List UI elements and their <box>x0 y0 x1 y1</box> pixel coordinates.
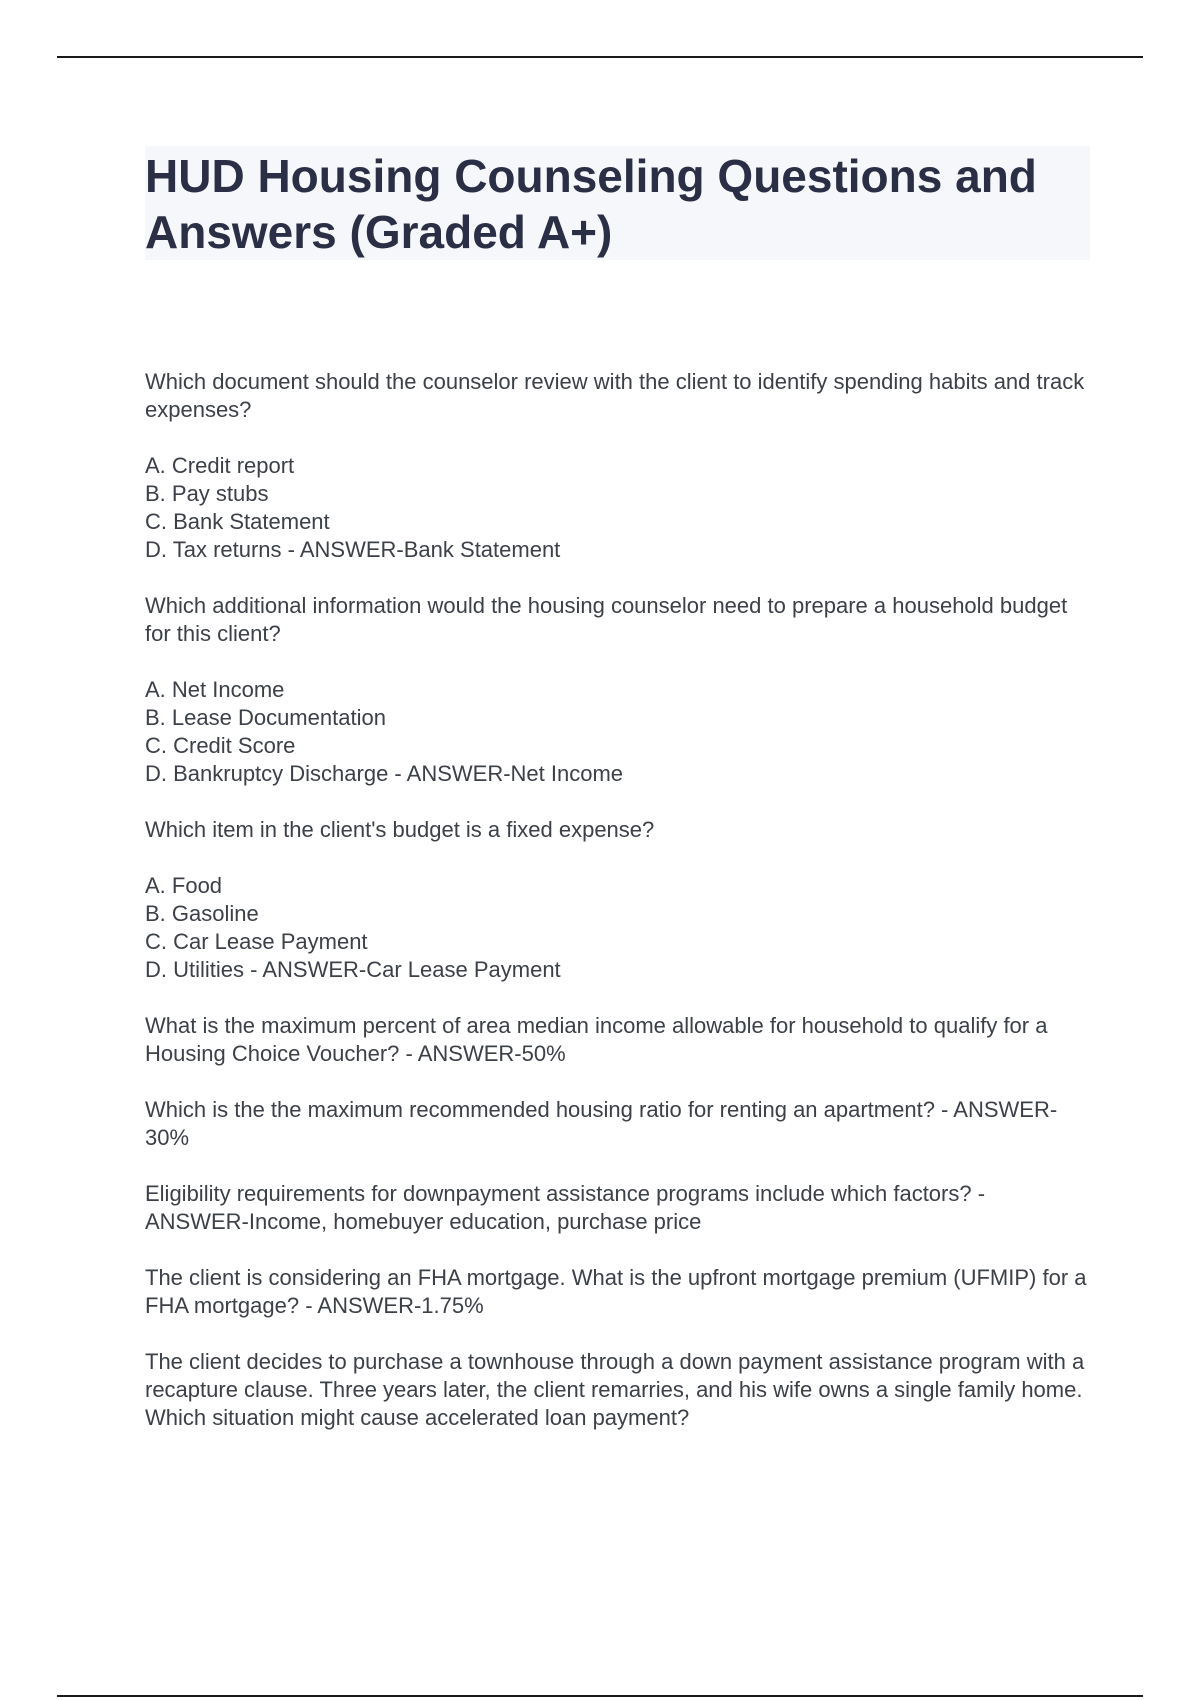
question-text: Which document should the counselor review with the client to identify spending habits and track expenses? <box>145 369 1091 422</box>
question-text: The client is considering an FHA mortgage. What is the upfront mortgage premium (UFMIP) for a FHA mortgage? - ANSWER-1.75% <box>145 1265 1093 1318</box>
page-title: HUD Housing Counseling Questions and Answers (Graded A+) <box>145 146 1090 260</box>
question-text: What is the maximum percent of area median income allowable for household to qualify for a Housing Choice Voucher? - ANSWER-50% <box>145 1013 1054 1066</box>
question-item-6 <box>145 1180 1090 1236</box>
answer-option: B. Gasoline <box>145 901 259 926</box>
answer-option: B. Pay stubs <box>145 481 269 506</box>
answer-option: D. Tax returns - ANSWER-Bank Statement <box>145 537 561 562</box>
answer-option: D. Bankruptcy Discharge - ANSWER-Net Income <box>145 761 624 786</box>
question-text: The client decides to purchase a townhouse through a down payment assistance program with a recapture clause. Three years later, the client remarries, and his wife owns a single family home. Which situation might cause accelerated loan payment? <box>145 1349 1091 1430</box>
answer-option: C. Car Lease Payment <box>145 929 368 954</box>
answer-option: C. Bank Statement <box>145 509 330 534</box>
top-rule <box>57 56 1143 58</box>
answer-option: A. Net Income <box>145 677 285 702</box>
document-body <box>145 146 1093 1460</box>
question-item-1 <box>145 368 1090 564</box>
question-item-3 <box>145 816 1090 984</box>
question-item-5 <box>145 1096 1090 1152</box>
answer-option: D. Utilities - ANSWER-Car Lease Payment <box>145 957 561 982</box>
question-item-2 <box>145 592 1090 788</box>
answer-option: C. Credit Score <box>145 733 296 758</box>
question-item-8 <box>145 1348 1090 1432</box>
answer-option: A. Credit report <box>145 453 295 478</box>
question-text: Which item in the client's budget is a fixed expense? <box>145 817 655 842</box>
answer-option: B. Lease Documentation <box>145 705 386 730</box>
bottom-rule <box>57 1695 1143 1697</box>
answer-option: A. Food <box>145 873 223 898</box>
question-text: Eligibility requirements for downpayment assistance programs include which factors? - ANSWER-Income, homebuyer education, purchase price <box>145 1181 990 1234</box>
question-text: Which is the the maximum recommended housing ratio for renting an apartment? - ANSWER-30% <box>145 1097 1058 1150</box>
question-text: Which additional information would the housing counselor need to prepare a household budget for this client? <box>145 593 1074 646</box>
question-item-7 <box>145 1264 1093 1320</box>
question-item-4 <box>145 1012 1090 1068</box>
question-list <box>145 368 1093 1432</box>
